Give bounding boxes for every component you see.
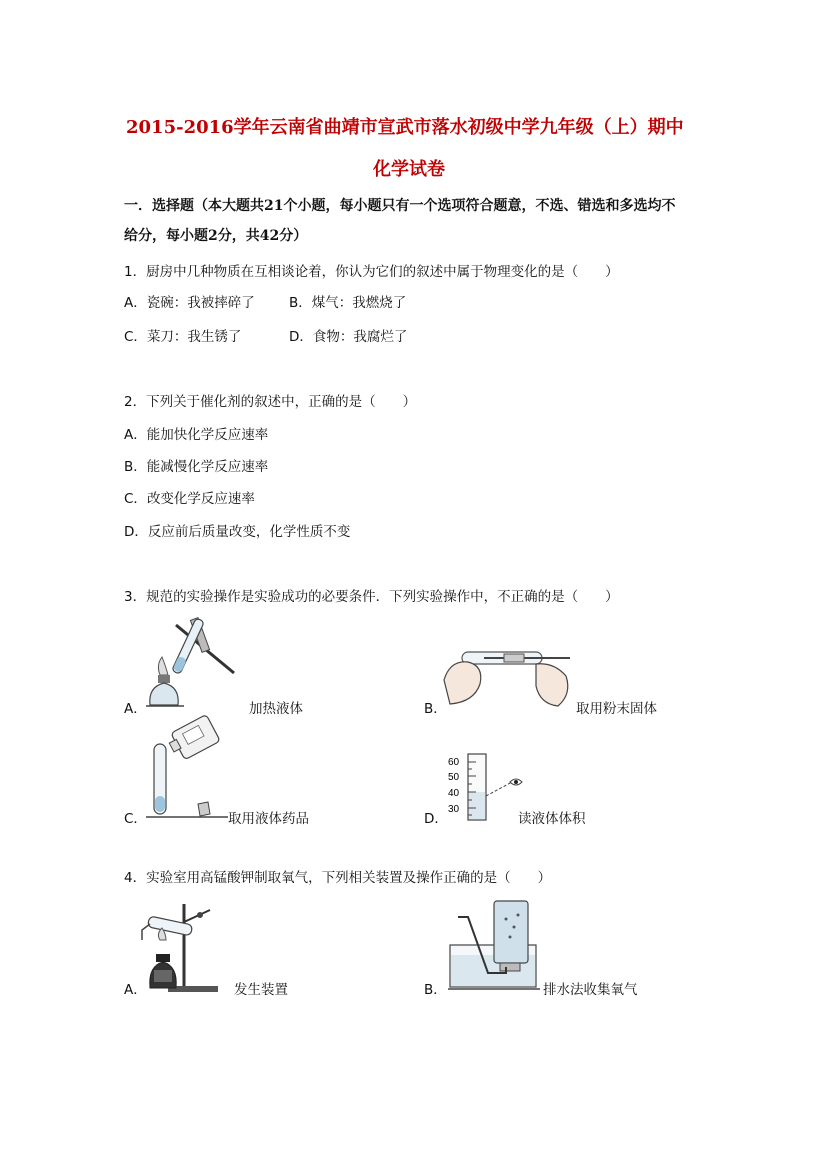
question-2-stem: 2．下列关于催化剂的叙述中，正确的是（ ） (124, 394, 417, 410)
option-text: 食物：我腐烂了 (312, 329, 408, 345)
page-title: 2015-2016学年云南省曲靖市宣武市落水初级中学九年级（上）期中 (126, 117, 684, 138)
option-letter: B． (289, 295, 312, 311)
q3-option-a-text: 加热液体 (249, 701, 303, 717)
q1-option-d (289, 325, 407, 345)
cylinder-tick-60: 60 (448, 757, 460, 768)
q3-option-d-text: 读液体体积 (518, 811, 586, 827)
q4-option-b-text: 排水法收集氧气 (543, 982, 638, 998)
q3-option-c-letter: C． (124, 811, 147, 827)
q4-option-a-letter: A． (124, 982, 147, 998)
q3-option-b-letter: B． (424, 701, 447, 717)
option-text: 煤气：我燃烧了 (311, 295, 407, 311)
option-letter: D． (289, 329, 313, 345)
q1-option-a (124, 291, 255, 311)
q1-option-c (124, 325, 241, 345)
option-letter: B． (124, 459, 147, 475)
question-1-stem: 1．厨房中几种物质在互相谈论着，你认为它们的叙述中属于物理变化的是（ ） (124, 264, 619, 280)
q1-option-b (289, 291, 406, 311)
water-collection-figure (448, 897, 542, 993)
q4-option-b-letter: B． (424, 982, 447, 998)
cylinder-tick-30: 30 (448, 804, 460, 815)
q3-option-b-text: 取用粉末固体 (576, 701, 657, 717)
section-heading: 一．选择题（本大题共21个小题，每小题只有一个选项符合题意，不选、错选和多选均不 (124, 198, 676, 214)
option-letter: A． (124, 295, 147, 311)
section-heading-line2: 给分，每小题2分，共42分） (124, 228, 308, 244)
question-4-stem: 4．实验室用高锰酸钾制取氧气，下列相关装置及操作正确的是（ ） (124, 870, 552, 886)
q2-option-d (124, 520, 350, 540)
graduated-cylinder-figure (446, 752, 526, 824)
option-text: 能减慢化学反应速率 (146, 459, 269, 475)
pouring-liquid-figure (146, 718, 231, 822)
q2-option-b (124, 455, 268, 475)
cylinder-tick-50: 50 (448, 772, 460, 783)
q2-option-c (124, 487, 255, 507)
option-text: 反应前后质量改变，化学性质不变 (147, 524, 351, 540)
powder-solid-figure (444, 640, 572, 710)
heating-liquid-figure (146, 615, 241, 710)
page-title-line2: 化学试卷 (373, 159, 445, 180)
option-letter: C． (124, 329, 147, 345)
option-letter: C． (124, 491, 147, 507)
option-text: 瓷碗：我被摔碎了 (146, 295, 255, 311)
option-text: 菜刀：我生锈了 (146, 329, 242, 345)
cylinder-tick-40: 40 (448, 788, 460, 799)
q2-option-a (124, 423, 268, 443)
option-text: 能加快化学反应速率 (146, 427, 269, 443)
option-letter: D． (124, 524, 148, 540)
question-3-stem: 3．规范的实验操作是实验成功的必要条件．下列实验操作中，不正确的是（ ） (124, 589, 619, 605)
q3-option-d-letter: D． (424, 811, 448, 827)
option-text: 改变化学反应速率 (146, 491, 255, 507)
q3-option-c-text: 取用液体药品 (228, 811, 309, 827)
q3-option-a-letter: A． (124, 701, 147, 717)
q4-option-a-text: 发生装置 (234, 982, 288, 998)
generation-apparatus-figure (138, 900, 224, 994)
option-letter: A． (124, 427, 147, 443)
